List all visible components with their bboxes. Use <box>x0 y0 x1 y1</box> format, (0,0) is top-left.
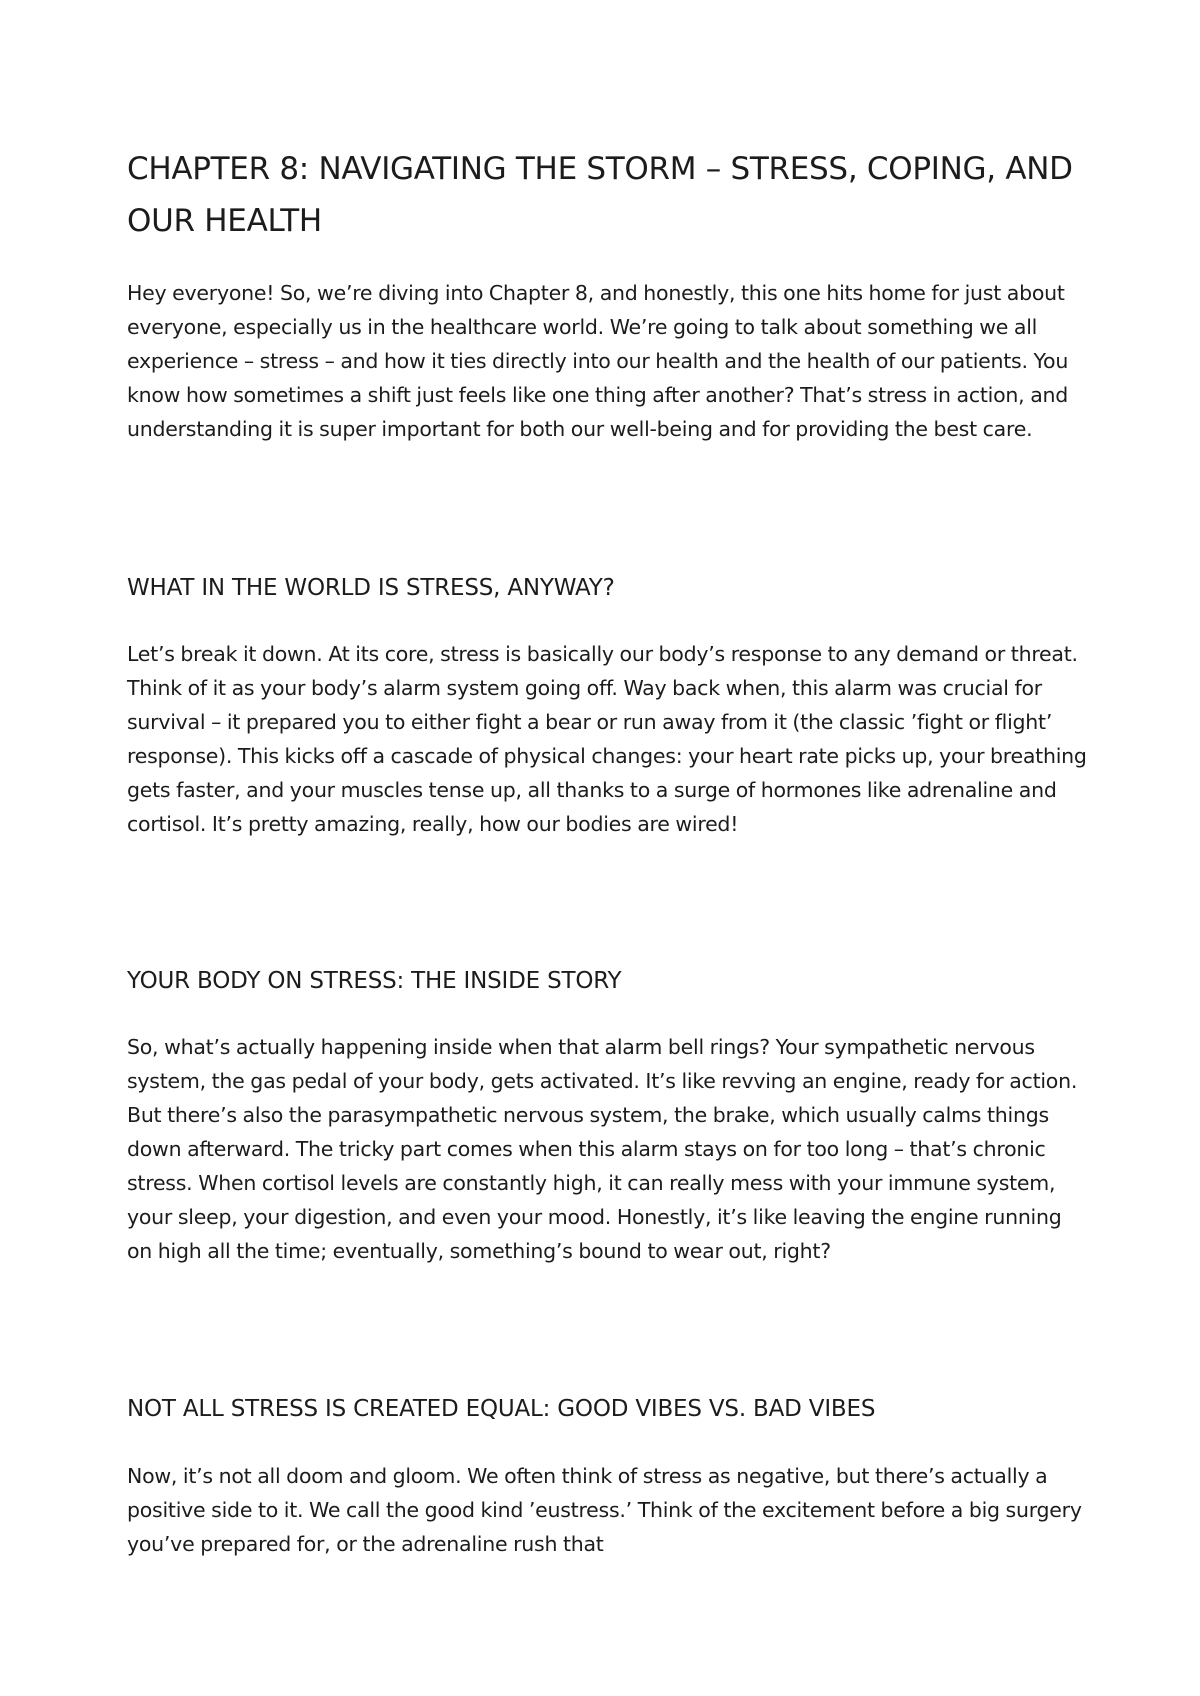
section-heading-not-all-stress-equal: NOT ALL STRESS IS CREATED EQUAL: GOOD VIBES VS. BAD VIBES <box>127 1396 876 1422</box>
section-heading-body-on-stress: YOUR BODY ON STRESS: THE INSIDE STORY <box>127 968 622 994</box>
section-paragraph-what-is-stress: Let’s break it down. At its core, stress is basically our body’s response to any demand or threat. Think of it as your body’s alarm system going off. Way back when, this alarm was crucial for survival – it prepared you to either fight a bear or run away from it (the classic ’fight or flight’ response). This kicks off a cascade of physical changes: your heart rate picks up, your breathing gets faster, and your muscles tense up, all thanks to a surge of hormones like adrenaline and cortisol. It’s pretty amazing, really, how our bodies are wired! <box>127 642 1087 836</box>
section-paragraph-not-all-stress-equal: Now, it’s not all doom and gloom. We often think of stress as negative, but there’s actually a positive side to it. We call the good kind ’eustress.’ Think of the excitement before a big surgery you’ve prepared for, or the adrenaline rush that <box>127 1464 1082 1556</box>
section-paragraph-body-on-stress: So, what’s actually happening inside when that alarm bell rings? Your sympathetic nervous system, the gas pedal of your body, gets activated. It’s like revving an engine, ready for action. But there’s also the parasympathetic nervous system, the brake, which usually calms things down afterward. The tricky part comes when this alarm stays on for too long – that’s chronic stress. When cortisol levels are constantly high, it can really mess with your immune system, your sleep, your digestion, and even your mood. Honestly, it’s like leaving the engine running on high all the time; eventually, something’s bound to wear out, right? <box>127 1035 1078 1263</box>
chapter-title: CHAPTER 8: NAVIGATING THE STORM – STRESS, COPING, AND OUR HEALTH <box>127 151 1073 239</box>
intro-paragraph: Hey everyone! So, we’re diving into Chapter 8, and honestly, this one hits home for just about everyone, especially us in the healthcare world. We’re going to talk about something we all experience – stress – and how it ties directly into our health and the health of our patients. You know how sometimes a shift just feels like one thing after another? That’s stress in action, and understanding it is super important for both our well-being and for providing the best care. <box>127 281 1069 441</box>
section-heading-what-is-stress: WHAT IN THE WORLD IS STRESS, ANYWAY? <box>127 575 615 601</box>
